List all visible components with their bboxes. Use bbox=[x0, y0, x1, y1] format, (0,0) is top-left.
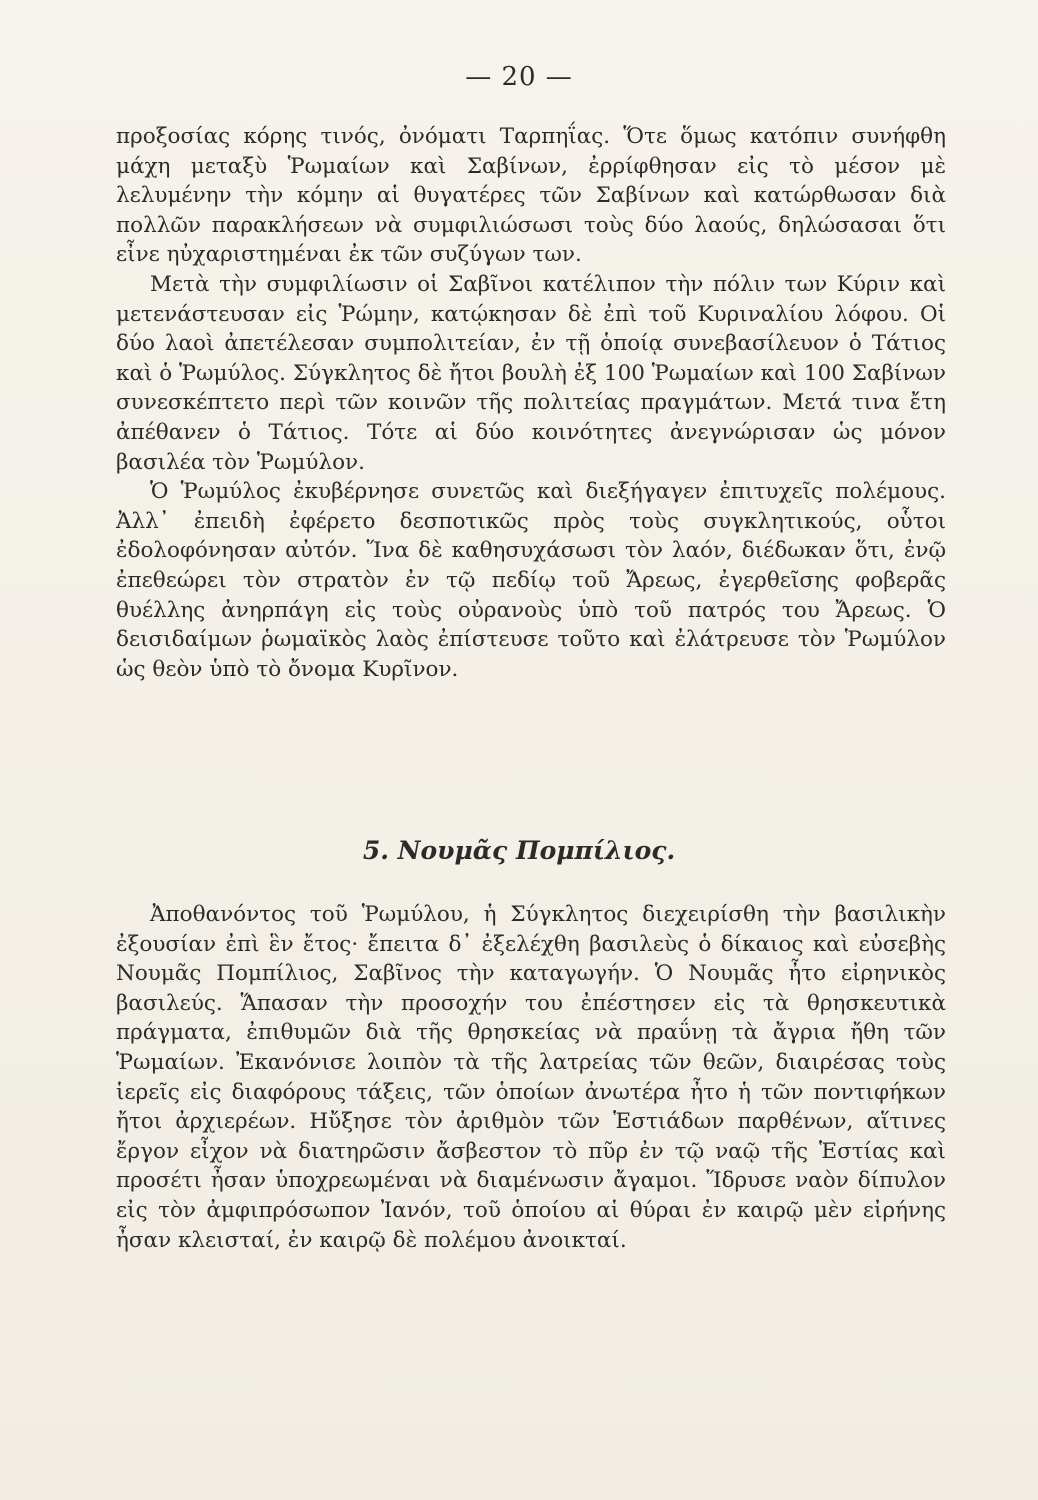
body-text-top bbox=[116, 122, 946, 684]
paragraph: Μετὰ τὴν συμφιλίωσιν οἱ Σαβῖνοι κατέλιπον τὴν πόλιν των Κύριν καὶ μετενάστευσαν εἰς Ῥώμην, κατῴκησαν δὲ ἐπὶ τοῦ Κυριναλίου λόφου. Οἱ δύο λαοὶ ἀπετέλεσαν συμπολιτείαν, ἐν τῇ ὁποίᾳ συνεβασίλευον ὁ Τάτιος καὶ ὁ Ῥωμύλος. Σύγκλητος δὲ ἤτοι βουλὴ ἐξ 100 Ῥωμαίων καὶ 100 Σαβίνων συνεσκέπτετο περὶ τῶν κοινῶν τῆς πολιτείας πραγμάτων. Μετά τινα ἔτη ἀπέθανεν ὁ Τάτιος. Τότε αἱ δύο κοινότητες ἀνεγνώρισαν ὡς μόνον βασιλέα τὸν Ῥωμύλον. bbox=[116, 271, 947, 475]
paragraph: Ὁ Ῥωμύλος ἐκυβέρνησε συνετῶς καὶ διεξήγαγεν ἐπιτυχεῖς πολέμους. Ἀλλ᾽ ἐπειδὴ ἐφέρετο δεσποτικῶς πρὸς τοὺς συγκλητικούς, οὗτοι ἐδολοφόνησαν αὐτόν. Ἵνα δὲ καθησυχάσωσι τὸν λαόν, διέδωκαν ὅτι, ἐνῷ ἐπεθεώρει τὸν στρατὸν ἐν τῷ πεδίῳ τοῦ Ἄρεως, ἐγερθεῖσης φοβερᾶς θυέλλης ἀνηρπάγη εἰς τοὺς οὐρανοὺς ὑπὸ τοῦ πατρός του Ἄρεως. Ὁ δεισιδαίμων ῥωμαϊκὸς λαὸς ἐπίστευσε τοῦτο καὶ ἐλάτρευσε τὸν Ῥωμύλον ὡς θεὸν ὑπὸ τὸ ὄνομα Κυρῖνον. bbox=[116, 479, 946, 682]
body-text-bottom bbox=[116, 900, 946, 1255]
paragraph: προξοσίας κόρης τινός, ὀνόματι Ταρπηΐας. Ὅτε ὅμως κατόπιν συνήφθη μάχη μεταξὺ Ῥωμαίων καὶ Σαβίνων, ἐρρίφθησαν εἰς τὸ μέσον μὲ λελυμένην τὴν κόμην αἱ θυγατέρες τῶν Σαβίνων καὶ κατώρθωσαν διὰ πολλῶν παρακλήσεων νὰ συμφιλιώσωσι τοὺς δύο λαούς, δηλώσασαι ὅτι εἶνε ηὐχαριστημέναι ἐκ τῶν συζύγων των. bbox=[116, 124, 946, 268]
section-heading: 5. Νουμᾶς Πομπίλιος. bbox=[362, 836, 676, 865]
page-number: — 20 — bbox=[465, 62, 573, 92]
paragraph: Ἀποθανόντος τοῦ Ῥωμύλου, ἡ Σύγκλητος διεχειρίσθη τὴν βασιλικὴν ἐξουσίαν ἐπὶ ἓν ἔτος· ἔπειτα δ᾽ ἐξελέχθη βασιλεὺς ὁ δίκαιος καὶ εὐσεβὴς Νουμᾶς Πομπίλιος, Σαβῖνος τὴν καταγωγήν. Ὁ Νουμᾶς ἦτο εἰρηνικὸς βασιλεύς. Ἅπασαν τὴν προσοχήν του ἐπέστησεν εἰς τὰ θρησκευτικὰ πράγματα, ἐπιθυμῶν διὰ τῆς θρησκείας νὰ πραΰνῃ τὰ ἄγρια ἤθη τῶν Ῥωμαίων. Ἐκανόνισε λοιπὸν τὰ τῆς λατρείας τῶν θεῶν, διαιρέσας τοὺς ἱερεῖς εἰς διαφόρους τάξεις, τῶν ὁποίων ἀνωτέρα ἦτο ἡ τῶν ποντιφήκων ἤτοι ἀρχιερέων. Ηὔξησε τὸν ἀριθμὸν τῶν Ἑστιάδων παρθένων, αἵτινες ἔργον εἶχον νὰ διατηρῶσιν ἄσβεστον τὸ πῦρ ἐν τῷ ναῷ τῆς Ἑστίας καὶ προσέτι ἦσαν ὑποχρεωμέναι νὰ διαμένωσιν ἄγαμοι. Ἵδρυσε ναὸν δίπυλον εἰς τὸν ἀμφιπρόσωπον Ἰανόν, τοῦ ὁποίου αἱ θύραι ἐν καιρῷ μὲν εἰρήνης ἦσαν κλεισταί, ἐν καιρῷ δὲ πολέμου ἀνοικταί. bbox=[116, 902, 946, 1253]
